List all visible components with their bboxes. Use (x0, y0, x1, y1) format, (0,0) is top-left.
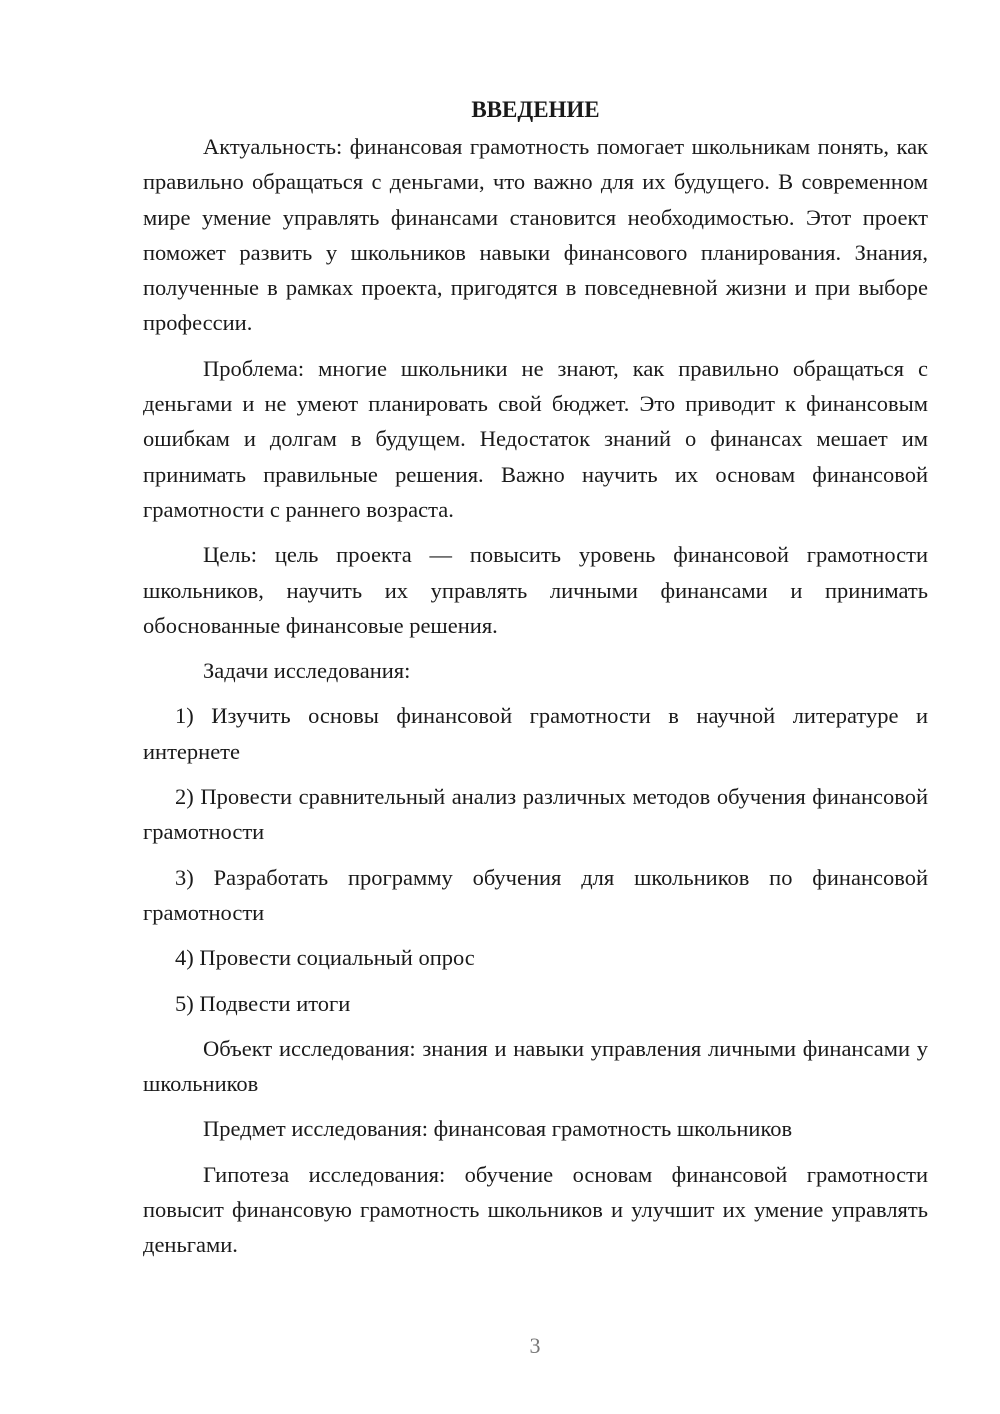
paragraph-hypothesis: Гипотеза исследования: обучение основам финансовой грамотности повысит финансовую грамотность школьников и улучшит их умение управлять деньгами. (143, 1161, 928, 1258)
paragraph-relevance: Актуальность: финансовая грамотность помогает школьникам понять, как правильно обращаться с деньгами, что важно для их будущего. В современном мире умение управлять финансами становится необходимостью. Этот проект поможет развить у школьников навыки финансового планирования. Знания, полученные в рамках проекта, пригодятся в повседневной жизни и при выборе профессии. (143, 134, 928, 336)
page-number: 3 (529, 1333, 541, 1358)
task-item-4: 4) Провести социальный опрос (175, 945, 475, 971)
paragraph-goal: Цель: цель проекта — повысить уровень финансовой грамотности школьников, научить их управлять личными финансами и принимать обоснованные финансовые решения. (143, 542, 928, 638)
task-item-1: 1) Изучить основы финансовой грамотности в научной литературе и интернете (143, 703, 928, 764)
paragraph-tasks-heading: Задачи исследования: (203, 658, 411, 684)
page-title: ВВЕДЕНИЕ (471, 97, 600, 122)
task-item-3: 3) Разработать программу обучения для школьников по финансовой грамотности (143, 864, 928, 925)
task-item-5: 5) Подвести итоги (175, 990, 351, 1016)
paragraph-subject: Предмет исследования: финансовая грамотность школьников (203, 1116, 793, 1142)
task-item-2: 2) Провести сравнительный анализ различных методов обучения финансовой грамотности (143, 784, 928, 845)
paragraph-problem: Проблема: многие школьники не знают, как правильно обращаться с деньгами и не умеют планировать свой бюджет. Это приводит к финансовым ошибкам и долгам в будущем. Недостаток знаний о финансах мешает им принимать правильные решения. Важно научить их основам финансовой грамотности с раннего возраста. (143, 355, 928, 522)
document-body (143, 92, 928, 1273)
paragraph-object: Объект исследования: знания и навыки управления личными финансами у школьников (143, 1035, 928, 1097)
